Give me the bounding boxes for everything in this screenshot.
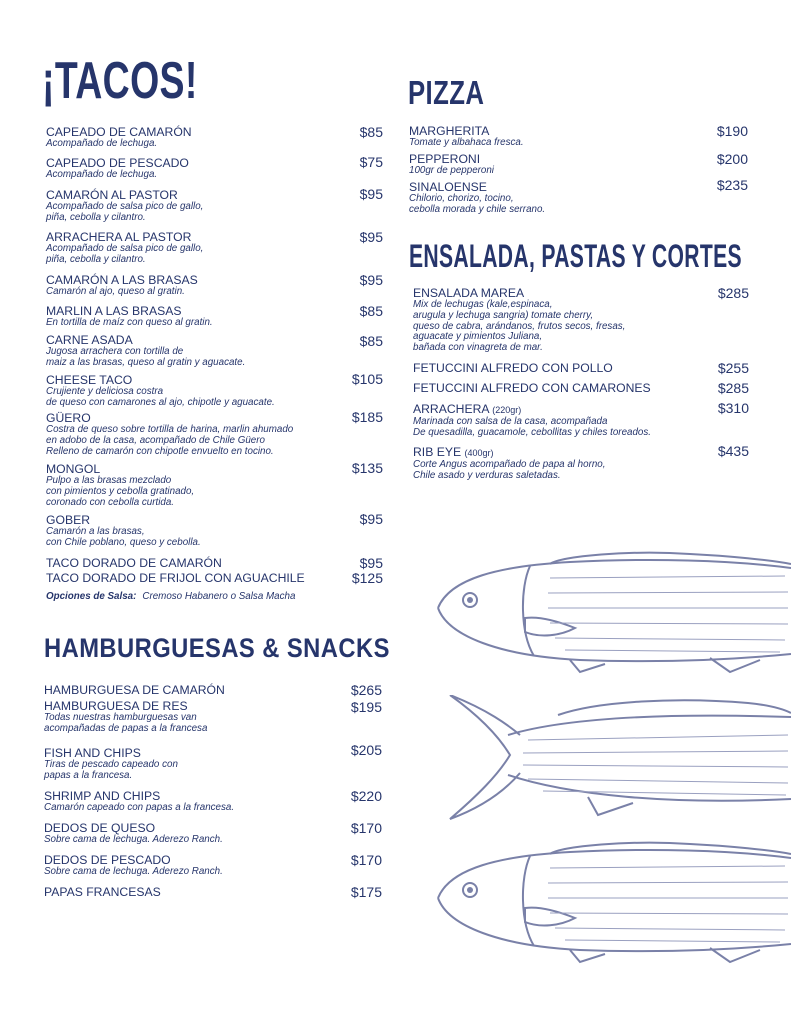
menu-item-name-text: TACO DORADO DE CAMARÓN [46, 556, 222, 570]
salsa-values: Cremoso Habanero o Salsa Macha [142, 591, 296, 602]
menu-item-name-text: MARGHERITA [409, 124, 490, 138]
fish-illustration [430, 838, 791, 968]
menu-item [46, 334, 245, 369]
menu-item [46, 274, 198, 298]
menu-item-price: $95 [359, 186, 383, 202]
menu-item-name-text: SHRIMP AND CHIPS [44, 789, 161, 803]
menu-item-description: Todas nuestras hamburguesas van acompañadas de papas a la francesa [44, 712, 208, 734]
menu-item-name-text: ARRACHERA [413, 402, 489, 416]
menu-item [46, 412, 293, 457]
menu-item-description: Tiras de pescado capeado con papas a la francesa. [44, 759, 178, 781]
menu-item [409, 181, 545, 216]
menu-item-price: $205 [350, 742, 382, 758]
menu-item [44, 822, 223, 846]
menu-item-description: Camarón capeado con papas a la francesa. [44, 802, 235, 813]
menu-item-name-text: MARLIN A LAS BRASAS [46, 304, 182, 318]
menu-item-price: $105 [351, 371, 383, 387]
menu-item-price: $85 [359, 124, 383, 140]
menu-item-name-text: SINALOENSE [409, 180, 487, 194]
menu-item-name-text: DEDOS DE PESCADO [44, 853, 171, 867]
menu-item-description: Jugosa arrachera con tortilla de maiz a las brasas, queso al gratin y aguacate. [46, 346, 246, 368]
ensalada-title: ENSALADA, PASTAS Y CORTES [409, 238, 742, 274]
menu-item-price: $195 [350, 699, 382, 715]
menu-item-description: Camarón al ajo, queso al gratin. [46, 286, 185, 297]
menu-item-name [46, 557, 222, 570]
menu-item-name-text: FETUCCINI ALFREDO CON POLLO [413, 361, 613, 375]
menu-item-name-text: HAMBURGUESA DE RES [44, 699, 188, 713]
menu-item-name-text: GOBER [46, 513, 91, 527]
menu-item-description: Sobre cama de lechuga. Aderezo Ranch. [44, 866, 223, 877]
menu-item [409, 153, 494, 177]
fish-illustration [448, 695, 791, 825]
menu-item-description: Acompañado de lechuga. [46, 169, 158, 180]
menu-item [413, 403, 651, 439]
menu-item-name-text: CHEESE TACO [46, 373, 133, 387]
menu-item-name-text: MONGOL [46, 462, 101, 476]
menu-item [46, 572, 305, 585]
menu-item-name-text: ARRACHERA AL PASTOR [46, 230, 192, 244]
hamburguesas-title: HAMBURGUESAS & SNACKS [44, 633, 390, 663]
menu-item-description: Chilorio, chorizo, tocino, cebolla morada y chile serrano. [409, 193, 546, 215]
menu-item-price: $95 [359, 272, 383, 288]
menu-item-weight: (220gr) [492, 405, 522, 415]
menu-item [46, 514, 201, 549]
menu-item-price: $125 [351, 570, 383, 586]
menu-item-price: $85 [359, 303, 383, 319]
menu-item-price: $175 [350, 884, 382, 900]
menu-item-description: Costra de queso sobre tortilla de harina, marlin ahumado en adobo de la casa, acompañado de Chile Güero Relleno de camarón con chipotle envuelto en tocino. [46, 424, 294, 457]
menu-item-name [413, 403, 651, 417]
menu-item-name [413, 362, 613, 375]
menu-item-price: $170 [350, 820, 382, 836]
menu-item-price: $95 [359, 555, 383, 571]
menu-item-name-text: CAPEADO DE CAMARÓN [46, 125, 192, 139]
menu-item [44, 700, 207, 735]
menu-item [44, 886, 161, 899]
menu-item-price: $310 [717, 400, 749, 416]
menu-item-description: Acompañado de lechuga. [46, 138, 158, 149]
menu-item [46, 189, 203, 224]
menu-item-name-text: TACO DORADO DE FRIJOL CON AGUACHILE [46, 571, 305, 585]
menu-item-description: Camarón a las brasas, con Chile poblano, queso y cebolla. [46, 526, 201, 548]
menu-item [409, 125, 524, 149]
menu-item [46, 157, 189, 181]
menu-item-description: En tortilla de maíz con queso al gratin. [46, 317, 213, 328]
menu-item-description: Mix de lechugas (kale,espinaca, arugula y lechuga sangria) tomate cherry, queso de cabra, arándanos, frutos secos, fresas, aguacate y pimientos Juliana, bañada con vinagreta de mar. [413, 299, 626, 354]
menu-item-name-text: FETUCCINI ALFREDO CON CAMARONES [413, 381, 651, 395]
menu-item-price: $75 [359, 154, 383, 170]
menu-item [413, 287, 625, 354]
menu-item-price: $95 [359, 511, 383, 527]
menu-item-name [46, 572, 305, 585]
menu-item-description: Acompañado de salsa pico de gallo, piña, cebolla y cilantro. [46, 201, 204, 223]
menu-item-price: $435 [717, 443, 749, 459]
tacos-title: ¡TACOS! [42, 52, 198, 110]
menu-item-name-text: PAPAS FRANCESAS [44, 885, 161, 899]
menu-item-price: $220 [350, 788, 382, 804]
menu-item-price: $190 [716, 123, 748, 139]
menu-item-name [44, 886, 161, 899]
menu-item [46, 557, 222, 570]
menu-item-description: Crujiente y deliciosa costra de queso con camarones al ajo, chipotle y aguacate. [46, 386, 275, 408]
menu-item [46, 231, 203, 266]
menu-item-description: Acompañado de salsa pico de gallo, piña, cebolla y cilantro. [46, 243, 204, 265]
menu-item-name-text: CAMARÓN AL PASTOR [46, 188, 178, 202]
menu-item-price: $285 [717, 285, 749, 301]
salsa-options [46, 591, 295, 602]
menu-item [46, 126, 192, 150]
menu-item-description: Corte Angus acompañado de papa al horno, Chile asado y verduras saletadas. [413, 459, 606, 481]
menu-item-price: $255 [717, 360, 749, 376]
menu-item-name-text: ENSALADA MAREA [413, 286, 525, 300]
menu-item-name-text: HAMBURGUESA DE CAMARÓN [44, 683, 225, 697]
menu-item [44, 747, 178, 782]
menu-item-price: $235 [716, 177, 748, 193]
menu-item-description: Tomate y albahaca fresca. [409, 137, 524, 148]
menu-item-weight: (400gr) [464, 448, 494, 458]
menu-item [44, 684, 225, 697]
salsa-label: Opciones de Salsa: [46, 591, 137, 602]
menu-item-description: Pulpo a las brasas mezclado con pimientos y cebolla gratinado, coronado con cebolla curtida. [46, 475, 195, 508]
menu-item-name [44, 684, 225, 697]
menu-item-name-text: RIB EYE [413, 445, 462, 459]
menu-item [44, 790, 234, 814]
menu-item-name-text: FISH AND CHIPS [44, 746, 141, 760]
menu-item-name-text: CARNE ASADA [46, 333, 133, 347]
menu-item-description: 100gr de pepperoni [409, 165, 494, 176]
menu-item-price: $285 [717, 380, 749, 396]
menu-item-price: $95 [359, 229, 383, 245]
menu-item [44, 854, 223, 878]
menu-item-name-text: GÜERO [46, 411, 91, 425]
menu-item-price: $170 [350, 852, 382, 868]
menu-item-price: $135 [351, 460, 383, 476]
menu-item [413, 446, 605, 482]
menu-item [46, 305, 213, 329]
fish-illustration [430, 548, 791, 678]
menu-item [413, 362, 613, 375]
menu-item-name-text: PEPPERONI [409, 152, 481, 166]
menu-item [46, 463, 194, 508]
menu-item-price: $265 [350, 682, 382, 698]
menu-item-price: $200 [716, 151, 748, 167]
menu-item-description: Marinada con salsa de la casa, acompañada De quesadilla, guacamole, cebollitas y chiles toreados. [413, 416, 651, 438]
menu-item-name-text: DEDOS DE QUESO [44, 821, 156, 835]
pizza-title: PIZZA [408, 74, 485, 111]
menu-item-name-text: CAPEADO DE PESCADO [46, 156, 189, 170]
menu-item [413, 382, 651, 395]
menu-item-price: $185 [351, 409, 383, 425]
menu-item-description: Sobre cama de lechuga. Aderezo Ranch. [44, 834, 223, 845]
menu-item-name [413, 446, 605, 460]
menu-item-name-text: CAMARÓN A LAS BRASAS [46, 273, 198, 287]
menu-item [46, 374, 275, 409]
menu-item-name [413, 382, 651, 395]
menu-item-price: $85 [359, 333, 383, 349]
